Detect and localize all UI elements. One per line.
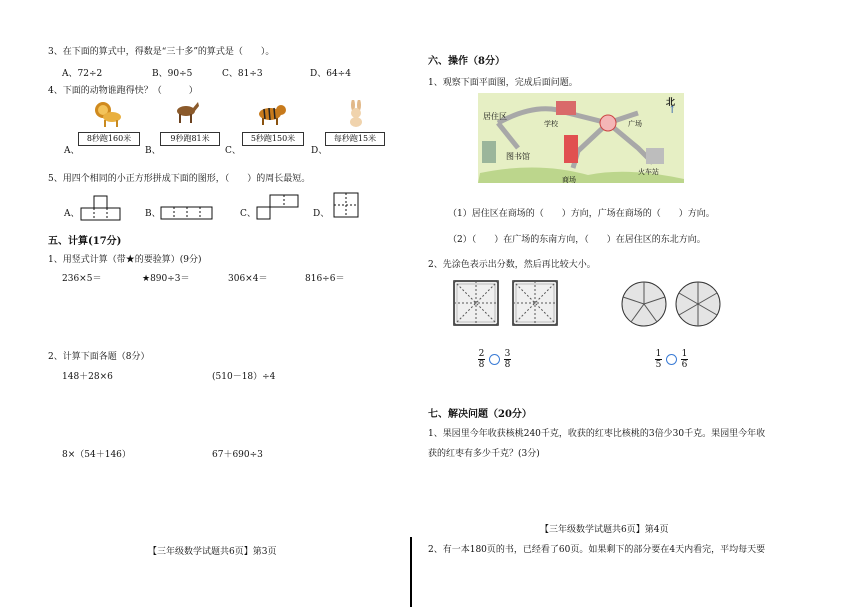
- map-label-station: 火车站: [638, 168, 659, 176]
- page-divider: [410, 537, 412, 607]
- calc-item-1: 236×5＝: [62, 274, 102, 284]
- map-label-north: 北: [666, 98, 676, 108]
- square-diagram-2: [512, 280, 558, 326]
- q5-option-b: B、: [145, 209, 161, 219]
- section-7-title: 七、解决问题（20分）: [428, 409, 532, 420]
- q4-text: 4、下面的动物谁跑得快？（ ）: [48, 86, 198, 96]
- map-label-library: 图书馆: [506, 152, 530, 161]
- q4-option-d-letter: D、: [311, 146, 328, 156]
- fraction-compare-2: [655, 349, 688, 370]
- q4-option-c-letter: C、: [225, 146, 241, 156]
- map-label-home: 居住区: [483, 112, 507, 121]
- q3-option-d: D、64÷4: [310, 69, 351, 79]
- fraction-3-denominator: 5: [655, 360, 662, 370]
- fraction-3-numerator: 1: [655, 349, 662, 359]
- fraction-4-denominator: 6: [681, 360, 688, 370]
- q4-option-c-box: 5秒跑150米: [242, 132, 304, 146]
- q5-option-a: A、: [64, 209, 80, 219]
- shape-b-figure: [160, 206, 214, 220]
- section-6-q2: 2、先涂色表示出分数，然后再比较大小。: [428, 260, 596, 270]
- horse-icon: [172, 100, 200, 124]
- tiger-icon: [255, 102, 287, 126]
- section-6-q1-b: （2）（ ）在广场的东南方向，（ ）在居住区的东北方向。: [448, 235, 706, 245]
- fraction-4-numerator: 1: [681, 349, 688, 359]
- section-5-sub1: 1、用竖式计算（带★的要验算）(9分): [48, 255, 202, 265]
- expr-item-3: 8×（54＋146）: [62, 450, 131, 460]
- fraction-compare-1: [478, 349, 511, 370]
- section-6-title: 六、操作（8分）: [428, 56, 505, 67]
- q3-option-b: B、90÷5: [152, 69, 193, 79]
- calc-item-3: 306×4＝: [228, 274, 268, 284]
- expr-item-4: 67＋690÷3: [212, 450, 263, 460]
- q5-option-d: D、: [313, 209, 330, 219]
- section-5-sub2: 2、计算下面各题（8分）: [48, 352, 150, 362]
- fraction-1-denominator: 8: [478, 360, 485, 370]
- q5-option-c: C、: [240, 209, 256, 219]
- calc-item-2: ★890÷3＝: [142, 274, 190, 284]
- problem-2-text: 2、有一本180页的书，已经看了60页。如果剩下的部分要在4天内看完，平均每天要: [428, 545, 766, 555]
- fraction-2-denominator: 8: [504, 360, 511, 370]
- section-6-q1-a: （1）居住区在商场的（ ）方向，广场在商场的（ ）方向。: [448, 209, 715, 219]
- shape-d-figure: [333, 192, 359, 219]
- q4-option-b-letter: B、: [145, 146, 161, 156]
- map-label-square: 广场: [628, 120, 642, 128]
- map-label-school: 学校: [544, 120, 558, 128]
- q4-option-a-box: 8秒跑160米: [78, 132, 140, 146]
- q3-option-a: A、72÷2: [62, 69, 103, 79]
- expr-item-2: (510－18）÷4: [212, 372, 276, 382]
- q3-text: 3、在下面的算式中，得数是“三十多”的算式是（ ）。: [48, 47, 275, 57]
- rabbit-icon: [345, 100, 367, 128]
- q4-option-b-box: 9秒跑81米: [160, 132, 220, 146]
- q5-text: 5、用四个相同的小正方形拼成下面的图形，（ ）的周长最短。: [48, 174, 311, 184]
- section-5-title: 五、计算(17分): [48, 236, 122, 247]
- square-diagram-1: [453, 280, 499, 326]
- shape-a-figure: [80, 195, 122, 221]
- compare-circle-2[interactable]: [666, 354, 677, 365]
- q4-option-a-letter: A、: [64, 146, 80, 156]
- section-6-q1: 1、观察下面平面图，完成后面问题。: [428, 78, 578, 88]
- map-label-mall: 商场: [562, 176, 576, 184]
- circle-diagram-2: [674, 280, 722, 328]
- problem-1-line-2: 获的红枣有多少千克？(3分): [428, 449, 540, 459]
- lion-icon: [92, 100, 122, 128]
- page-footer-left: 【三年级数学试题共6页】第3页: [148, 547, 277, 557]
- problem-1-line-1: 1、果园里今年收获核桃240千克，收获的红枣比核桃的3倍少30千克。果园里今年收: [428, 429, 766, 439]
- compare-circle-1[interactable]: [489, 354, 500, 365]
- shape-c-figure: [256, 194, 300, 221]
- fraction-2-numerator: 3: [504, 349, 511, 359]
- fraction-1-numerator: 2: [478, 349, 485, 359]
- circle-diagram-1: [620, 280, 668, 328]
- map-figure: [478, 93, 684, 183]
- calc-item-4: 816÷6＝: [305, 274, 345, 284]
- north-arrow-icon: ↑: [668, 105, 677, 116]
- q4-option-d-box: 每秒跑15米: [325, 132, 385, 146]
- q3-option-c: C、81÷3: [222, 69, 263, 79]
- expr-item-1: 148＋28×6: [62, 372, 113, 382]
- page-footer-right: 【三年级数学试题共6页】第4页: [540, 525, 669, 535]
